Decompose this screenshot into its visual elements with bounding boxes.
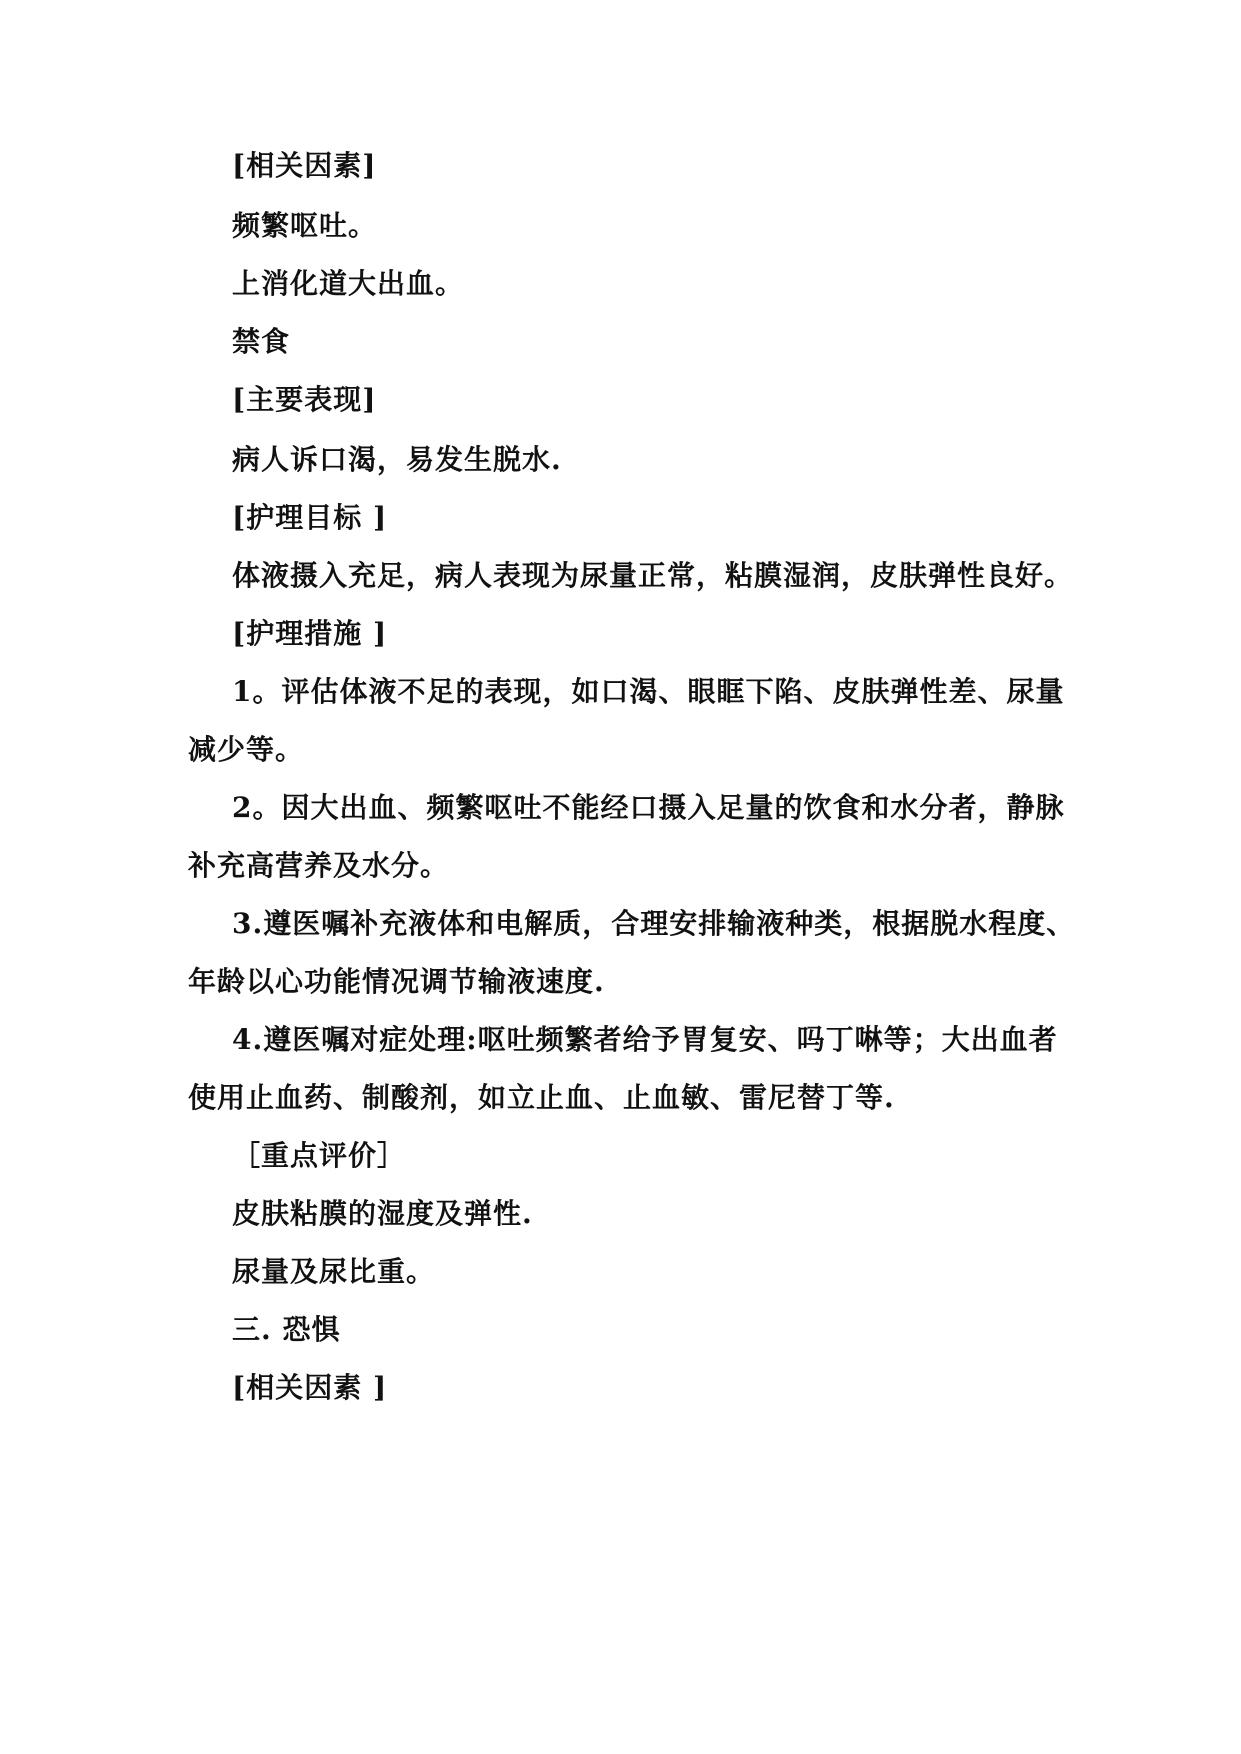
text-line: 使用止血药、制酸剂，如立止血、止血敏、雷尼替丁等. [188,1081,895,1114]
text-line: 皮肤粘膜的湿度及弹性. [232,1197,533,1230]
section-title-fear: 三. 恐惧 [232,1313,341,1346]
section-heading-nursing-measures: [护理措施 ] [232,617,388,650]
text-line: 体液摄入充足，病人表现为尿量正常，粘膜湿润，皮肤弹性良好。 [232,559,1074,592]
section-heading-main-manifestations: [主要表现] [232,383,377,416]
text-line: 4.遵医嘱对症处理:呕吐频繁者给予胃复安、吗丁啉等；大出血者 [232,1023,1058,1056]
text-line: 上消化道大出血。 [232,267,465,300]
text-line: 2。因大出血、频繁呕吐不能经口摄入足量的饮食和水分者，静脉 [232,791,1065,824]
text-line: 3.遵医嘱补充液体和电解质，合理安排输液种类，根据脱水程度、 [232,907,1076,940]
text-line: 补充高营养及水分。 [188,849,450,882]
text-line: 年龄以心功能情况调节输液速度. [188,965,605,998]
section-heading-related-factors: [相关因素] [232,149,377,182]
text-line: 禁食 [232,325,291,358]
text-line: 尿量及尿比重。 [232,1255,436,1288]
text-line: 1。评估体液不足的表现，如口渴、眼眶下陷、皮肤弹性差、尿量 [232,675,1065,708]
text-line: 病人诉口渴，易发生脱水. [232,443,562,476]
section-heading-key-evaluation: ［重点评价］ [232,1139,407,1172]
text-line: 频繁呕吐。 [232,209,378,242]
text-line: 减少等。 [188,733,305,766]
section-heading-related-factors: [相关因素 ] [232,1371,388,1404]
section-heading-nursing-goals: [护理目标 ] [232,501,388,534]
